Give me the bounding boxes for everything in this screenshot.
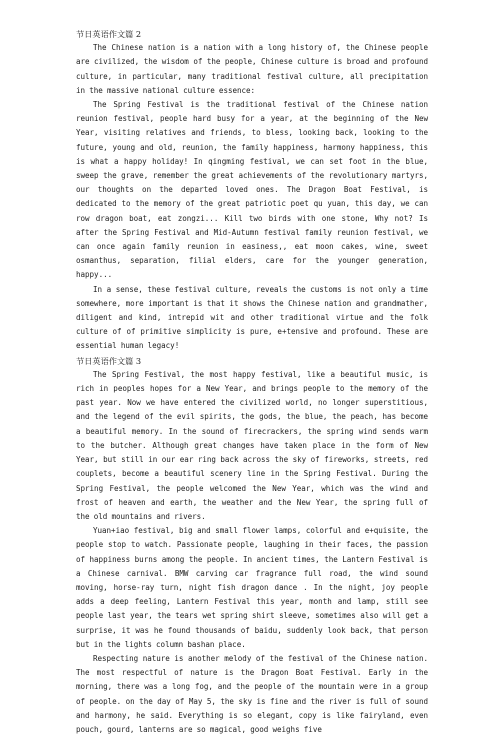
paragraph: The Spring Festival is the traditional festival of the Chinese nation reunion festival, people hard busy for a year, at the beginning of the New Year, visiting relatives and friends, to bless, looking back, looking to the future, young and old, reunion, the family happiness, harmony happiness, this is what a happy holiday! In qingming festival, we can set foot in the blue, sweep the grave, remember the great achievements of the revolutionary martyrs, our thoughts on the departed loved ones. The Dragon Boat Festival, is dedicated to the memory of the great patriotic poet qu yuan, this day, we can row dragon boat, eat zongzi... Kill two birds with one stone, Why not? Is after the Spring Festival and Mid-Autumn festival family reunion festival, we can once again family reunion in easiness,, eat moon cakes, wine, sweet osmanthus, separation, filial elders, care for the younger generation, happy... xyxy=(76,100,428,280)
paragraph: The Spring Festival, the most happy festival, like a beautiful music, is rich in peoples hopes for a New Year, and brings people to the memory of the past year. Now we have entered the civilized world, no longer superstitious, and the legend of the evil spirits, the gods, the blue, the peach, has become a beautiful memory. In the sound of firecrackers, the spring wind sends warm to the butcher. Although great changes have taken place in the form of New Year, but still in our ear ring back across the sky of fireworks, streets, red couplets, become a beautiful scenery line in the Spring Festival. During the Spring Festival, the people welcomed the New Year, which was the wind and frost of heaven and earth, the weather and the New Year, the spring full of the old mountains and rivers. xyxy=(76,369,428,521)
essay-section-2 xyxy=(76,27,428,354)
section-heading: 节日英语作文篇 2 xyxy=(76,29,142,39)
paragraph: Respecting nature is another melody of the festival of the Chinese nation. The most respectful of nature is the Dragon Boat Festival. Early in the morning, there was a long fog, and the people of the mountain were in a group of people. on the day of May 5, the sky is fine and the river is full of sound and harmony, he said. Everything is so elegant, copy is like fairyland, even pouch, gourd, lanterns are so magical, good weighs five xyxy=(76,653,428,734)
paragraph: The Chinese nation is a nation with a long history of, the Chinese people are civilized, the wisdom of the people, Chinese culture is broad and profound culture, in particular, many traditional festival culture, all precipitation in the massive national culture essence: xyxy=(76,43,428,95)
section-heading: 节日英语作文篇 3 xyxy=(76,355,142,366)
essay-section-3 xyxy=(76,354,428,737)
paragraph: In a sense, these festival culture, reveals the customs is not only a time somewhere, more important is that it shows the Chinese nation and grandmather, diligent and kind, intrepid wit and other traditional virtue and the folk culture of of primitive simplicity is pure, e+tensive and profound. These are essential human legacy! xyxy=(76,284,428,351)
paragraph: Yuan+iao festival, big and small flower lamps, colorful and e+quisite, the people stop to watch. Passionate people, laughing in their faces, the passion of happiness burns among the people. In ancient times, the Lantern Festival is a Chinese carnival. BMW carving car fragrance full road, the wind sound moving, horse-ray turn, night fish dragon dance . In the night, joy people adds a deep feeling, Lantern Festival this year, month and lamp, still see people last year, the tears wet spring shirt sleeve, sometimes also will get a surprise, it was he found thousands of baidu, suddenly look back, that person but in the lights column bashan place. xyxy=(76,526,428,649)
